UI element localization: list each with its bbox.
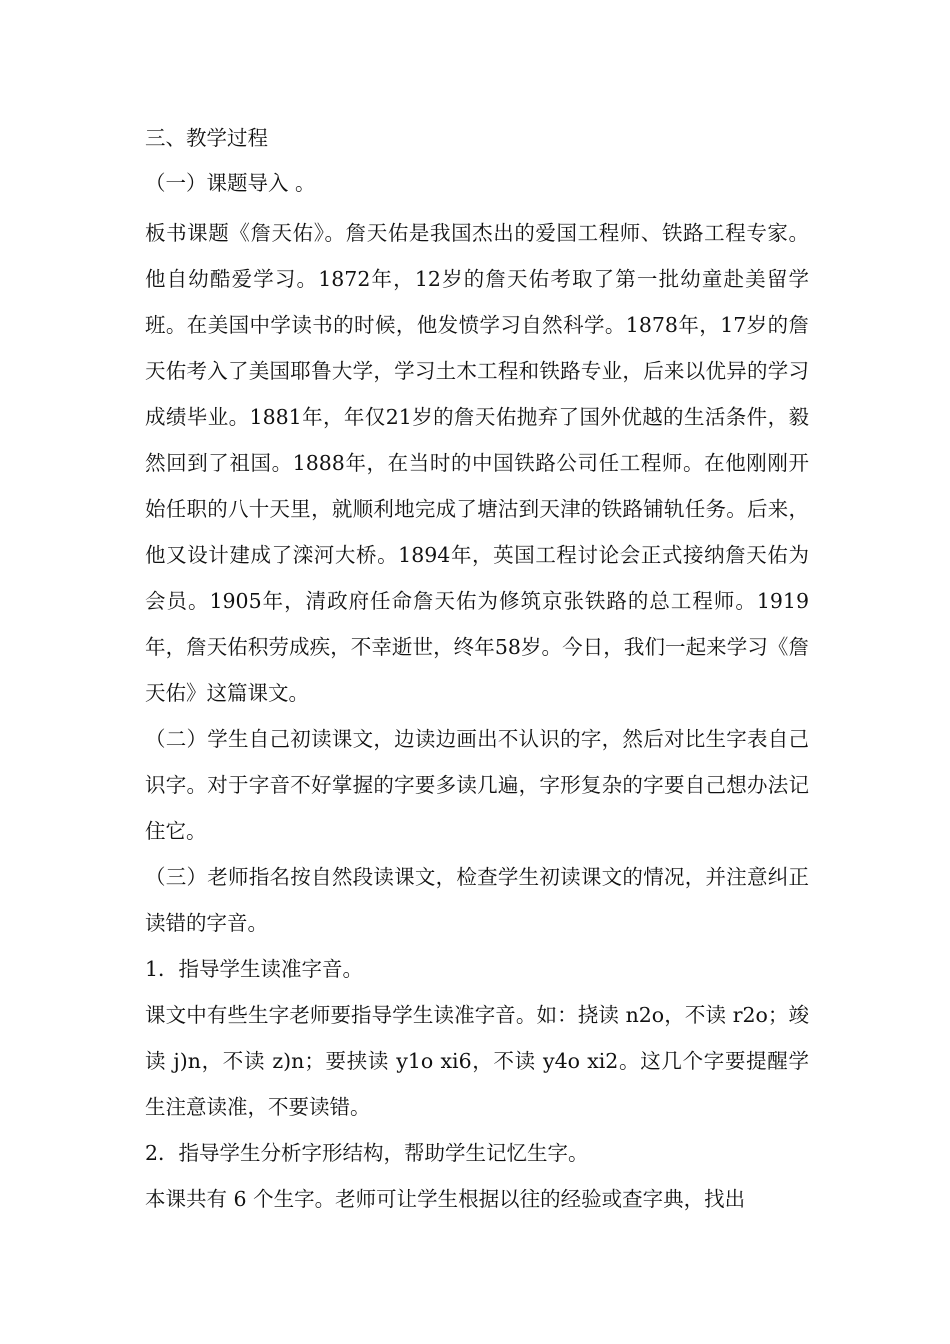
item1-title: 1．指导学生读准字音。 (145, 957, 364, 981)
item1-body: 课文中有些生字老师要指导学生读准字音。如：挠读 n2o，不读 r2o；竣读 j)n，不读 z)n；要挟读 y1o xi6，不读 y4o xi2。这几个字要提醒学生注意读准，不要读错。 (145, 1003, 809, 1119)
part1-body: 板书课题《詹天佑》。詹天佑是我国杰出的爱国工程师、铁路工程专家。他自幼酷爱学习。1872年，12岁的詹天佑考取了第一批幼童赴美留学班。在美国中学读书的时候，他发愤学习自然科学。1878年，17岁的詹天佑考入了美国耶鲁大学，学习土木工程和铁路专业，后来以优异的学习成绩毕业。1881年，年仅21岁的詹天佑抛弃了国外优越的生活条件，毅然回到了祖国。1888年，在当时的中国铁路公司任工程师。在他刚刚开始任职的八十天里，就顺利地完成了塘沽到天津的铁路铺轨任务。后来，他又设计建成了滦河大桥。1894年，英国工程讨论会正式接纳詹天佑为会员。1905年，清政府任命詹天佑为修筑京张铁路的总工程师。1919年，詹天佑积劳成疾，不幸逝世，终年58岁。今日，我们一起来学习《詹天佑》这篇课文。 (145, 221, 809, 705)
document-body (145, 116, 809, 1222)
part3-paragraph: （三）老师指名按自然段读课文，检查学生初读课文的情况，并注意纠正读错的字音。 (145, 865, 809, 935)
part2-paragraph: （二）学生自己初读课文，边读边画出不认识的字，然后对比生字表自己识字。对于字音不好掌握的字要多读几遍，字形复杂的字要自己想办法记住它。 (145, 727, 809, 843)
item2-title: 2．指导学生分析字形结构，帮助学生记忆生字。 (145, 1141, 589, 1165)
item3-body: 本课共有 6 个生字。老师可让学生根据以往的经验或查字典，找出 (145, 1187, 746, 1211)
part1-title: （一）课题导入 。 (145, 171, 316, 195)
section-title: 三、教学过程 (145, 126, 268, 150)
